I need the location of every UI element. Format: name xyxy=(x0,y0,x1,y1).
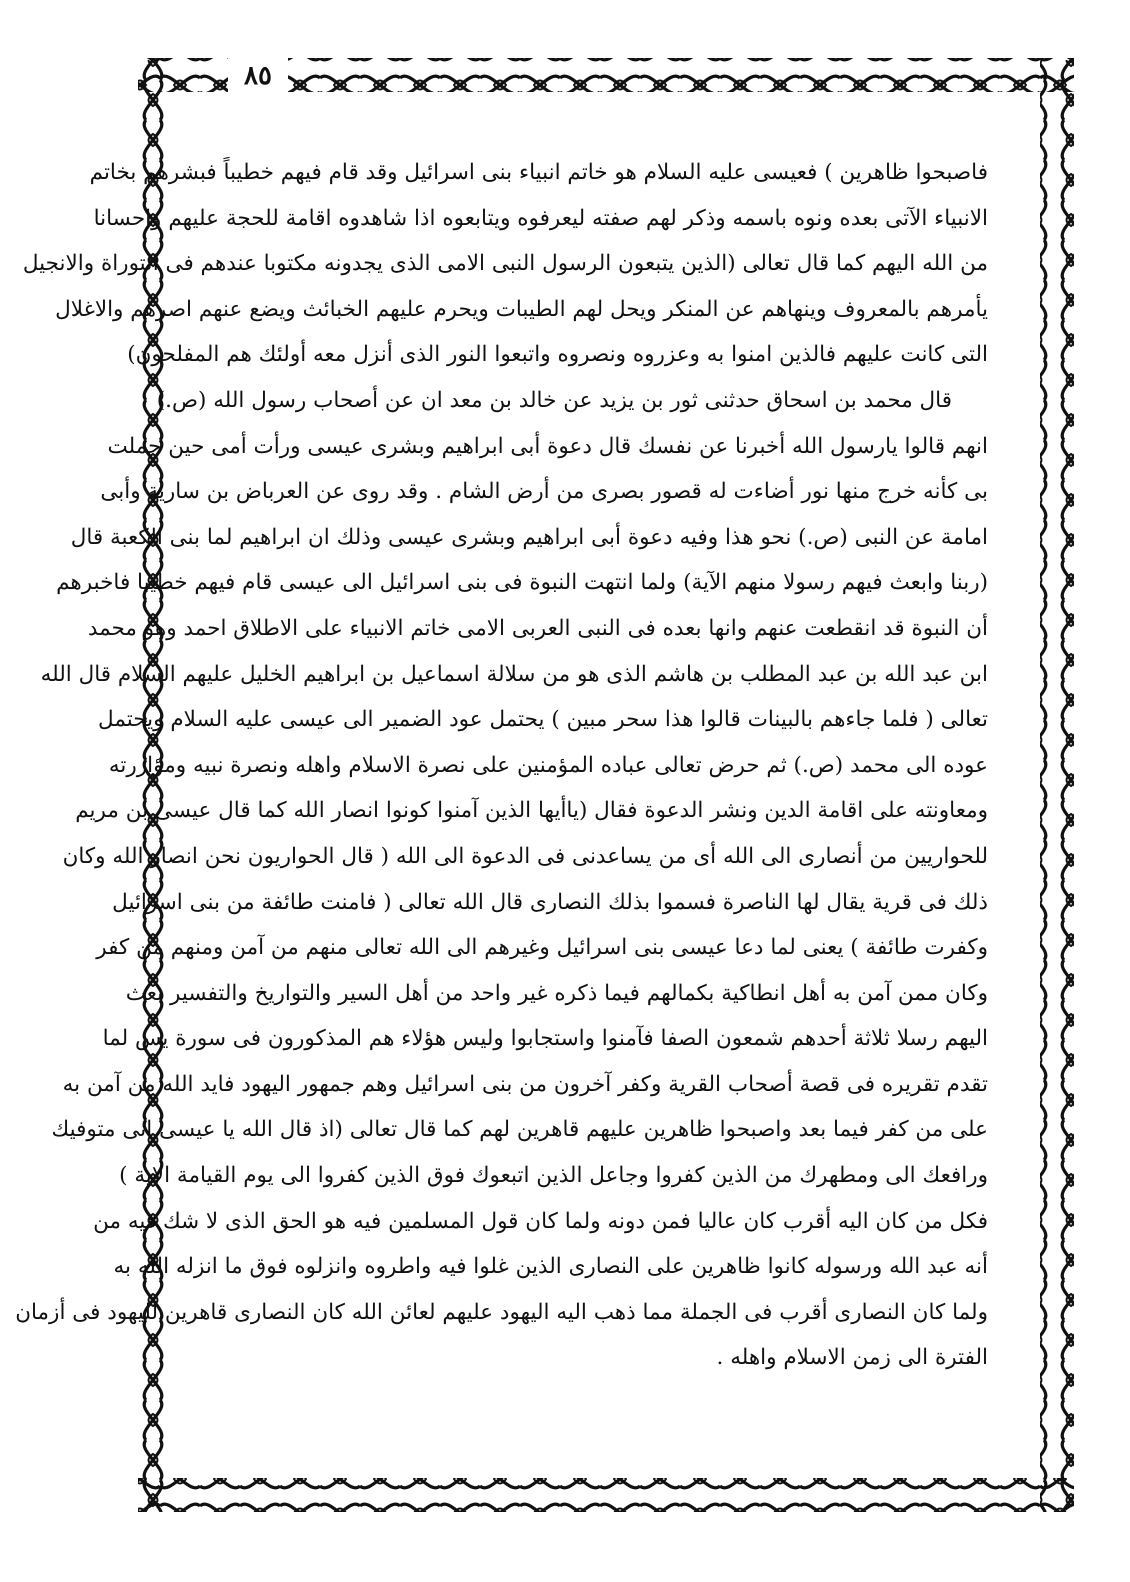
text-line: ذلك فى قرية يقال لها الناصرة فسموا بذلك النصارى قال الله تعالى ( فامنت طائفة من بنى اسرائيل xyxy=(112,889,988,915)
text-line: الانبياء الآتى بعده ونوه باسمه وذكر لهم صفته ليعرفوه ويتابعوه اذا شاهدوه اقامة للحجة عليهم واحسانا xyxy=(93,205,988,231)
text-line: يأمرهم بالمعروف وينهاهم عن المنكر ويحل لهم الطيبات ويحرم عليهم الخبائث ويضع عنهم اصرهم والاغلال xyxy=(55,296,988,322)
text-line: فكل من كان اليه أقرب كان عاليا فمن دونه ولما كان قول المسلمين فيه هو الحق الذى لا شك فيه من xyxy=(93,1208,988,1234)
text-line: وكان ممن آمن به أهل انطاكية بكمالهم فيما ذكره غير واحد من أهل السير والتواريخ والتفسير بعث xyxy=(125,980,988,1006)
text-line: تقدم تقريره فى قصة أصحاب القرية وكفر آخرون من بنى اسرائيل وهم جمهور اليهود فايد الله من آمن به xyxy=(62,1071,988,1097)
text-line: الفترة الى زمن الاسلام واهله . xyxy=(716,1345,988,1371)
text-line: امامة عن النبى (ص.) نحو هذا وفيه دعوة أبى ابراهيم وبشرى عيسى وذلك ان ابراهيم لما بنى الكعبة قال xyxy=(70,524,988,550)
text-line: على من كفر فيما بعد واصبحوا ظاهرين عليهم قاهرين لهم كما قال تعالى (اذ قال الله يا عيسى انى متوفيك xyxy=(51,1117,988,1143)
text-line: من الله اليهم كما قال تعالى (الذين يتبعون الرسول النبى الامى الذى يجدونه مكتوبا عندهم فى التوراة والانجيل xyxy=(22,251,988,277)
text-line: للحواريين من أنصارى الى الله أى من يساعدنى فى الدعوة الى الله ( قال الحواريون نحن انصار الله وكان xyxy=(62,843,988,869)
text-body xyxy=(15,150,988,1381)
text-line: ولما كان النصارى أقرب فى الجملة مما ذهب اليه اليهود عليهم لعائن الله كان النصارى قاهرين لليهود فى أزمان xyxy=(15,1299,988,1325)
text-line: أن النبوة قد انقطعت عنهم وانها بعده فى النبى العربى الامى خاتم الانبياء على الاطلاق احمد وهو محمد xyxy=(87,615,988,641)
text-line: ومعاونته على اقامة الدين ونشر الدعوة فقال (ياأيها الذين آمنوا كونوا انصار الله كما قال عيسى بن مريم xyxy=(75,798,988,824)
text-line: التى كانت عليهم فالذين امنوا به وعزروه ونصروه واتبعوا النور الذى أنزل معه أولئك هم المفلحون) xyxy=(127,342,988,368)
text-line: قال محمد بن اسحاق حدثنى ثور بن يزيد عن خالد بن معد ان عن أصحاب رسول الله (ص.) xyxy=(156,387,952,413)
text-line: تعالى ( فلما جاءهم بالبينات قالوا هذا سحر مبين ) يحتمل عود الضمير الى عيسى عليه السلام ويحتمل xyxy=(98,707,988,733)
text-line: اليهم رسلا ثلاثة أحدهم شمعون الصفا فآمنوا واستجابوا وليس هؤلاء هم المذكورون فى سورة يس لما xyxy=(102,1026,988,1052)
text-line: ورافعك الى ومطهرك من الذين كفروا وجاعل الذين اتبعوك فوق الذين كفروا الى يوم القيامة الاية ) xyxy=(119,1163,988,1189)
text-line: (ربنا وابعث فيهم رسولا منهم الآية) ولما انتهت النبوة فى بنى اسرائيل الى عيسى قام فيهم خطيبا فاخبرهم xyxy=(56,570,988,596)
text-line: فاصبحوا ظاهرين ) فعيسى عليه السلام هو خاتم انبياء بنى اسرائيل وقد قام فيهم خطيباً فبشرهم بخاتم xyxy=(89,160,988,185)
text-line: ابن عبد الله بن عبد المطلب بن هاشم الذى هو من سلالة اسماعيل بن ابراهيم الخليل عليهم السلام قال الله xyxy=(40,661,988,687)
text-line: عوده الى محمد (ص.) ثم حرض تعالى عباده المؤمنين على نصرة الاسلام واهله ونصرة نبيه ومؤازرته xyxy=(108,752,988,778)
text-line: بى كأنه خرج منها نور أضاءت له قصور بصرى من أرض الشام . وقد روى عن العرباض بن سارية وأبى xyxy=(100,479,988,505)
text-line: أنه عبد الله ورسوله كانوا ظاهرين على النصارى الذين غلوا فيه واطروه وانزلوه فوق ما انزله الله به xyxy=(113,1254,988,1280)
page-number: ٨٥ xyxy=(228,58,288,94)
text-line: انهم قالوا يارسول الله أخبرنا عن نفسك قال دعوة أبى ابراهيم وبشرى عيسى ورأت أمى حين حملت xyxy=(107,433,988,459)
text-line: وكفرت طائفة ) يعنى لما دعا عيسى بنى اسرائيل وغيرهم الى الله تعالى منهم من آمن ومنهم من كفر xyxy=(96,935,988,961)
